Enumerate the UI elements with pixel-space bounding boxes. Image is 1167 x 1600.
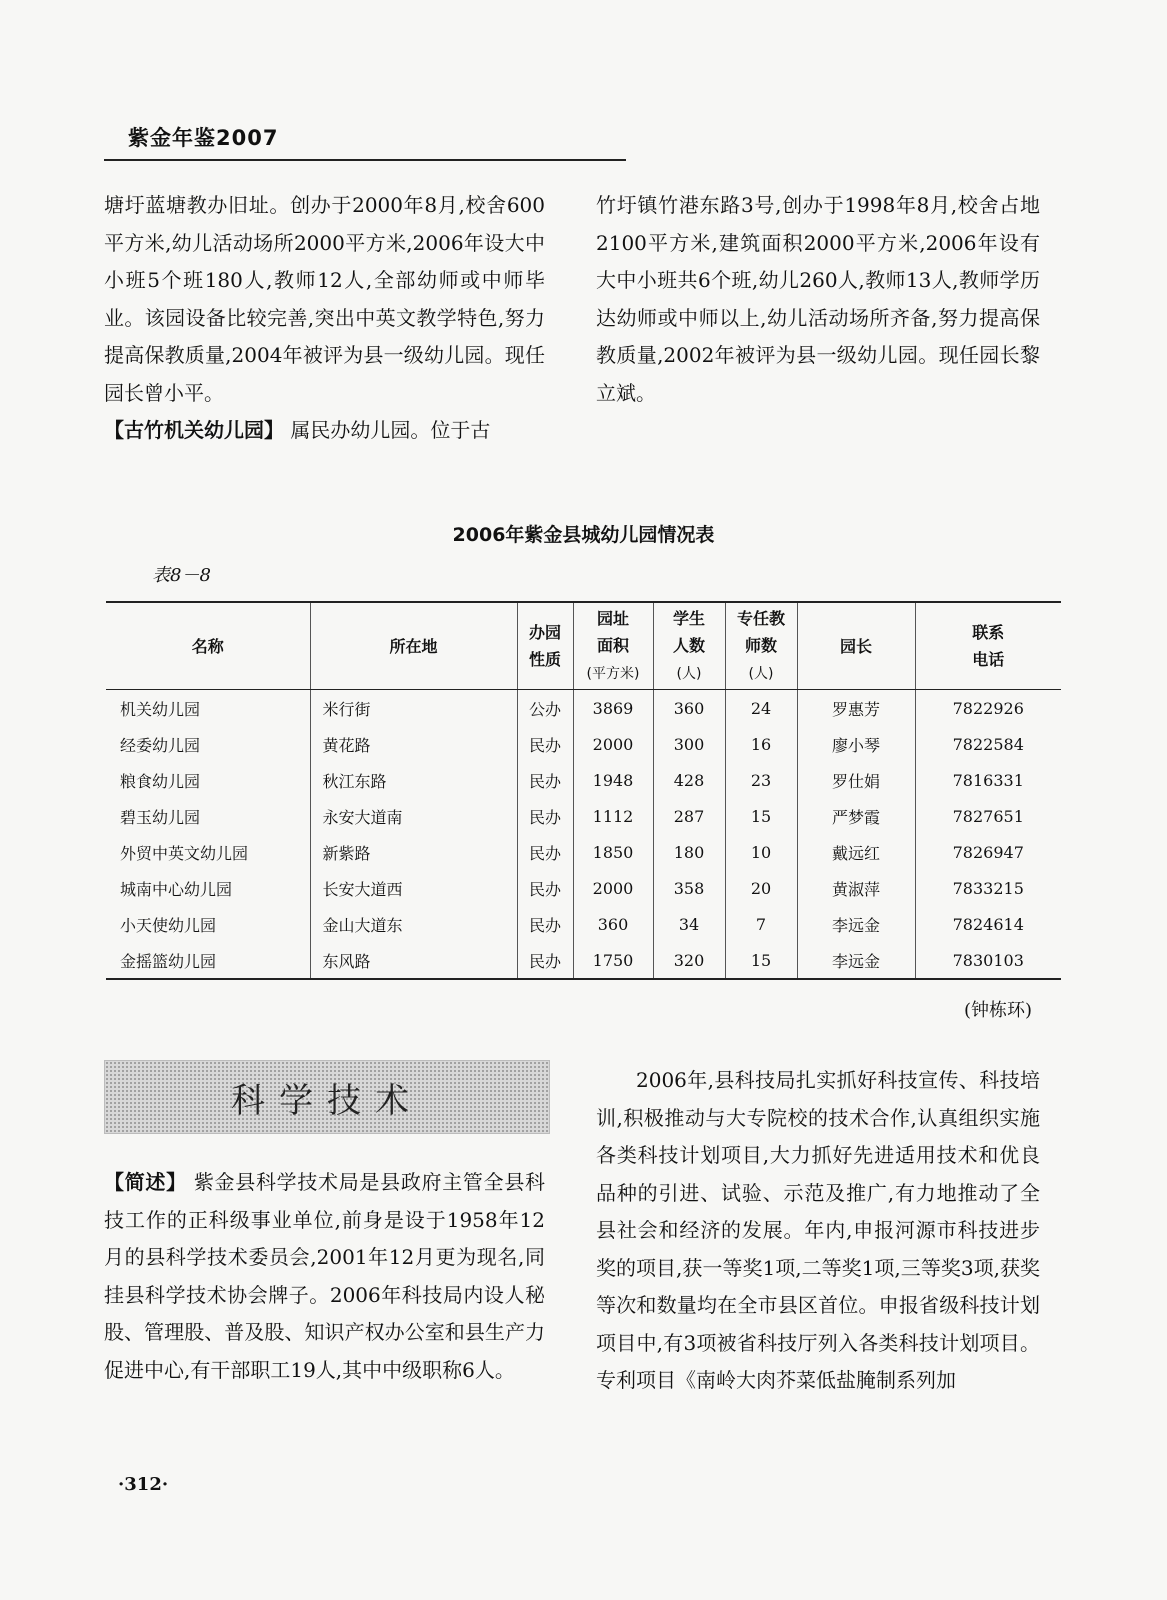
- cell-location: 新紫路: [310, 834, 517, 870]
- cell-name: 粮食幼儿园: [120, 771, 201, 791]
- entry-heading: 【简述】: [104, 1170, 187, 1194]
- cell-location: 米行街: [310, 690, 517, 727]
- cell-teachers: 16: [725, 726, 797, 762]
- left-column-bottom: [104, 1164, 545, 1389]
- cell-area: 1750: [573, 942, 653, 979]
- cell-name: 外贸中英文幼儿园: [120, 843, 249, 863]
- cell-phone: 7827651: [915, 798, 1061, 834]
- col-header-phone: 联系 电话: [915, 602, 1061, 690]
- cell-students: 180: [653, 834, 725, 870]
- entry-text: 紫金县科学技术局是县政府主管全县科技工作的正科级事业单位,前身是设于1958年12月的县科学技术委员会,2001年12月更为现名,同挂县科学技术协会牌子。2006年科技局内设人秘股、管理股、普及股、知识产权办公室和县生产力促进中心,有干部职工19人,其中中级职称6人。: [104, 1170, 546, 1382]
- cell-phone: 7824614: [915, 906, 1061, 942]
- table-row: [106, 870, 1061, 906]
- cell-students: 360: [653, 690, 725, 727]
- col-header-director: 园长: [797, 602, 915, 690]
- table-row: [106, 834, 1061, 870]
- cell-phone: 7822584: [915, 726, 1061, 762]
- cell-phone: 7816331: [915, 762, 1061, 798]
- col-header-teachers: 专任教 师数 (人): [725, 602, 797, 690]
- cell-nature: 民办: [517, 798, 573, 834]
- cell-area: 3869: [573, 690, 653, 727]
- cell-director: 黄淑萍: [797, 870, 915, 906]
- cell-phone: 7833215: [915, 870, 1061, 906]
- cell-students: 358: [653, 870, 725, 906]
- col-header-nature: 办园 性质: [517, 602, 573, 690]
- cell-students: 428: [653, 762, 725, 798]
- cell-location: 秋江东路: [310, 762, 517, 798]
- cell-nature: 公办: [517, 690, 573, 727]
- cell-location: 长安大道西: [310, 870, 517, 906]
- cell-location: 永安大道南: [310, 798, 517, 834]
- cell-area: 360: [573, 906, 653, 942]
- cell-director: 戴远红: [797, 834, 915, 870]
- cell-director: 严梦霞: [797, 798, 915, 834]
- cell-nature: 民办: [517, 942, 573, 979]
- table-row: [106, 798, 1061, 834]
- cell-director: 罗仕娟: [797, 762, 915, 798]
- cell-location: 东风路: [310, 942, 517, 979]
- table-row: [106, 906, 1061, 942]
- cell-area: 1850: [573, 834, 653, 870]
- cell-nature: 民办: [517, 870, 573, 906]
- right-column-bottom: [596, 1062, 1040, 1400]
- cell-name: 城南中心幼儿园: [120, 879, 233, 899]
- cell-nature: 民办: [517, 906, 573, 942]
- cell-location: 黄花路: [310, 726, 517, 762]
- page-number: ·312·: [118, 1474, 169, 1495]
- cell-director: 廖小琴: [797, 726, 915, 762]
- cell-nature: 民办: [517, 726, 573, 762]
- cell-phone: 7830103: [915, 942, 1061, 979]
- entry-paragraph: [104, 1164, 545, 1389]
- cell-name: 金摇篮幼儿园: [106, 942, 310, 979]
- cell-teachers: 24: [725, 690, 797, 727]
- cell-name: 小天使幼儿园: [120, 915, 217, 935]
- cell-phone: 7822926: [915, 690, 1061, 727]
- paragraph: 竹圩镇竹港东路3号,创办于1998年8月,校舍占地2100平方米,建筑面积2000平方米,2006年设有大中小班共6个班,幼儿260人,教师13人,教师学历达幼师或中师以上,幼儿活动场所齐备,努力提高保教质量,2002年被评为县一级幼儿园。现任园长黎立斌。: [596, 193, 1040, 405]
- cell-name: 碧玉幼儿园: [120, 807, 201, 827]
- paragraph: 2006年,县科技局扎实抓好科技宣传、科技培训,积极推动与大专院校的技术合作,认真组织实施各类科技计划项目,大力抓好先进适用技术和优良品种的引进、试验、示范及推广,有力地推动了全县社会和经济的发展。年内,申报河源市科技进步奖的项目,获一等奖1项,二等奖1项,三等奖3项,获奖等次和数量均在全市县区首位。申报省级科技计划项目中,有3项被省科技厅列入各类科技计划项目。专利项目《南岭大肉芥菜低盐腌制系列加: [596, 1068, 1040, 1392]
- kindergarten-table: [106, 601, 1061, 980]
- table-row: [106, 690, 1061, 727]
- col-header-location: 所在地: [310, 602, 517, 690]
- cell-teachers: 7: [725, 906, 797, 942]
- table-credit: (钟栋环): [963, 1000, 1032, 1021]
- cell-teachers: 20: [725, 870, 797, 906]
- cell-director: 李远金: [797, 942, 915, 979]
- section-title: 科学技术: [231, 1080, 423, 1121]
- table-title: 2006年紫金县城幼儿园情况表: [452, 524, 715, 546]
- cell-students: 300: [653, 726, 725, 762]
- cell-director: 罗惠芳: [797, 690, 915, 727]
- cell-nature: 民办: [517, 834, 573, 870]
- left-column-top: [104, 187, 545, 450]
- cell-area: 2000: [573, 870, 653, 906]
- table-row: [106, 762, 1061, 798]
- entry-paragraph: [104, 412, 545, 450]
- section-banner: [104, 1060, 550, 1134]
- table-row: [106, 942, 1061, 979]
- cell-teachers: 15: [725, 942, 797, 979]
- right-column-top: [596, 187, 1040, 412]
- cell-location: 金山大道东: [310, 906, 517, 942]
- cell-name: 经委幼儿园: [120, 735, 201, 755]
- header-rule: [104, 159, 626, 161]
- cell-nature: 民办: [517, 762, 573, 798]
- cell-area: 2000: [573, 726, 653, 762]
- cell-teachers: 15: [725, 798, 797, 834]
- entry-heading: 【古竹机关幼儿园】: [104, 418, 284, 442]
- cell-area: 1948: [573, 762, 653, 798]
- cell-name: 机关幼儿园: [120, 699, 201, 719]
- paragraph: 塘圩蓝塘教办旧址。创办于2000年8月,校舍600平方米,幼儿活动场所2000平方米,2006年设大中小班5个班180人,教师12人,全部幼师或中师毕业。该园设备比较完善,突出中英文教学特色,努力提高保教质量,2004年被评为县一级幼儿园。现任园长曾小平。: [104, 193, 545, 405]
- cell-director: 李远金: [797, 906, 915, 942]
- col-header-name: 名称: [106, 602, 310, 690]
- cell-students: 287: [653, 798, 725, 834]
- col-header-students: 学生 人数 (人): [653, 602, 725, 690]
- col-header-area: 园址 面积 (平方米): [573, 602, 653, 690]
- cell-teachers: 10: [725, 834, 797, 870]
- running-header-title: 紫金年鉴2007: [128, 126, 279, 150]
- cell-teachers: 23: [725, 762, 797, 798]
- cell-area: 1112: [573, 798, 653, 834]
- table-row: [106, 726, 1061, 762]
- cell-students: 34: [653, 906, 725, 942]
- table-number: 表8－8: [152, 565, 211, 586]
- cell-phone: 7826947: [915, 834, 1061, 870]
- cell-students: 320: [653, 942, 725, 979]
- entry-text: 属民办幼儿园。位于古: [290, 418, 491, 442]
- table-header-row: [106, 602, 1061, 690]
